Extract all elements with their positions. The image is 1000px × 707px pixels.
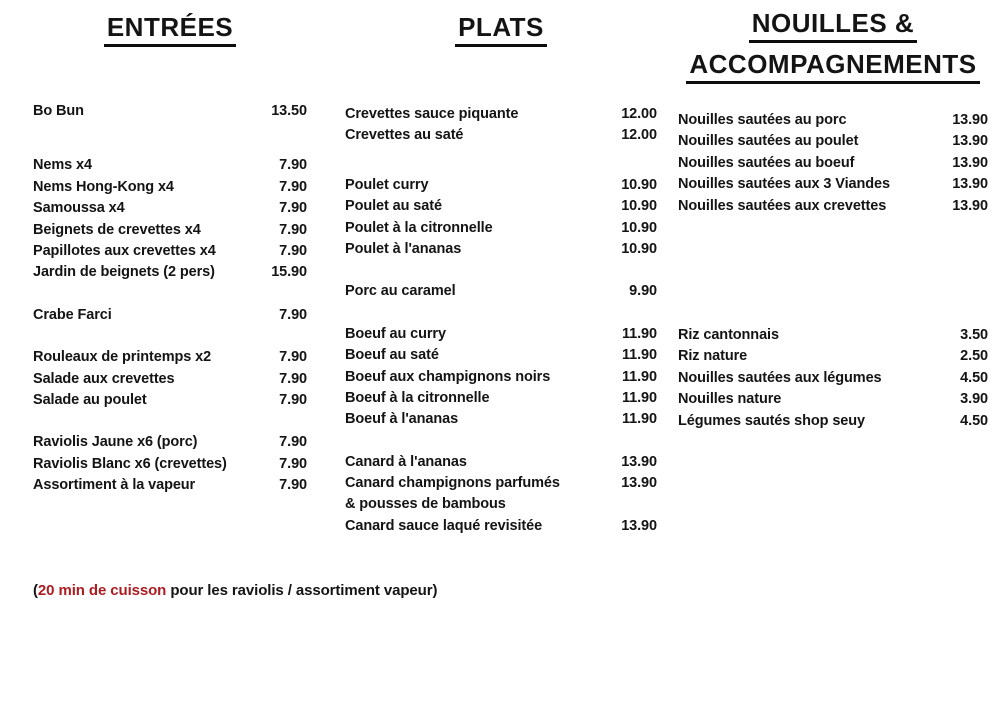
menu-item-name: Poulet à l'ananas (345, 240, 462, 257)
section-title-plats (345, 12, 657, 47)
menu-item-row (33, 243, 307, 264)
menu-item-name-line2: & pousses de bambous (345, 496, 506, 513)
menu-group (33, 157, 307, 285)
menu-item-name: Beignets de crevettes x4 (33, 221, 201, 238)
menu-item-name: Salade aux crevettes (33, 370, 175, 387)
menu-item-price: 13.50 (271, 103, 307, 119)
menu-group (678, 327, 988, 434)
menu-item-row (33, 157, 307, 178)
menu-item-row (678, 391, 988, 412)
menu-group (33, 307, 307, 328)
menu-item-row (33, 307, 307, 328)
section-plats (345, 12, 657, 534)
menu-item-price: 13.90 (952, 112, 988, 128)
menu-item-name: Nouilles sautées aux crevettes (678, 197, 887, 214)
menu-item-name: Nouilles sautées au poulet (678, 133, 859, 150)
menu-item-price: 15.90 (271, 264, 307, 281)
menu-item-row (678, 413, 988, 434)
menu-group (33, 103, 307, 124)
menu-item-row (33, 179, 307, 200)
note-rest: pour les raviolis / assortiment vapeur) (166, 582, 438, 599)
menu-item-name: Crevettes au saté (345, 127, 464, 144)
menu-item-row (33, 349, 307, 370)
menu-group (345, 177, 657, 263)
menu-item-row (345, 106, 657, 127)
section-title-entrees (33, 12, 307, 47)
menu-item-row (678, 198, 988, 219)
menu-item-row (345, 454, 657, 475)
section-title-line: ENTRÉES (104, 12, 236, 47)
menu-item-price: 7.90 (279, 306, 307, 323)
menu-item-row (345, 390, 657, 411)
menu-item-row (33, 200, 307, 221)
menu-item-row (345, 411, 657, 432)
menu-item-row (345, 198, 657, 219)
menu-item-name: Boeuf aux champignons noirs (345, 368, 551, 385)
section-list-entrees (33, 103, 307, 498)
note-highlight: 20 min de cuisson (37, 582, 167, 599)
menu-item-name: Boeuf au curry (345, 325, 446, 342)
menu-group (345, 283, 657, 304)
cooking-note (33, 582, 437, 599)
menu-item-name: Crevettes sauce piquante (345, 106, 519, 122)
menu-item-row (345, 177, 657, 198)
menu-item-name: Poulet au saté (345, 198, 442, 215)
menu-item-price: 2.50 (960, 348, 988, 365)
menu-item-price: 7.90 (279, 370, 307, 387)
menu-item-row (33, 477, 307, 498)
menu-item-price: 13.90 (952, 176, 988, 193)
menu-item-name: Bo Bun (33, 103, 84, 119)
menu-item-row (345, 220, 657, 241)
menu-item-row (33, 434, 307, 455)
menu-group (33, 349, 307, 413)
menu-item-price: 13.90 (952, 154, 988, 171)
menu-item-price: 7.90 (279, 221, 307, 238)
section-list-plats (345, 106, 657, 539)
menu-item-row (678, 176, 988, 197)
menu-item-row (345, 475, 657, 496)
menu-item-price: 7.90 (279, 242, 307, 259)
menu-group (345, 326, 657, 433)
menu-item-price: 13.90 (621, 453, 657, 470)
menu-item-row (678, 112, 988, 133)
menu-item-price: 7.90 (279, 178, 307, 195)
menu-item-price: 11.90 (622, 411, 657, 428)
section-title-line: ACCOMPAGNEMENTS (686, 49, 979, 84)
menu-item-name: Canard sauce laqué revisitée (345, 517, 543, 534)
menu-item-name: Riz nature (678, 348, 748, 365)
menu-item-row (345, 518, 657, 539)
section-list-nouilles-accompagnements (678, 112, 988, 434)
menu-item-price: 7.90 (279, 349, 307, 366)
menu-item-price: 7.90 (279, 157, 307, 174)
menu-item-name: Nouilles sautées aux 3 Viandes (678, 176, 890, 193)
menu-item-name: Nouilles sautées au porc (678, 112, 847, 128)
menu-item-name: Nems Hong-Kong x4 (33, 178, 174, 195)
menu-item-name: Salade au poulet (33, 391, 147, 408)
menu-item-name: Légumes sautés shop seuy (678, 412, 865, 429)
menu-item-name: Poulet à la citronnelle (345, 219, 493, 236)
menu-item-row (345, 127, 657, 148)
menu-item-price: 11.90 (622, 389, 657, 406)
menu-item-price: 13.90 (952, 133, 988, 150)
menu-item-price: 13.90 (952, 197, 988, 214)
menu-item-price: 7.90 (279, 455, 307, 472)
menu-item-name: Nems x4 (33, 157, 92, 174)
menu-item-row (345, 241, 657, 262)
menu-item-row (33, 456, 307, 477)
menu-item-row (33, 392, 307, 413)
menu-item-price: 4.50 (960, 412, 988, 429)
menu-item-name: Samoussa x4 (33, 200, 125, 217)
menu-item-row (678, 370, 988, 391)
menu-item-name: Nouilles sautées au boeuf (678, 154, 855, 171)
menu-item-name: Rouleaux de printemps x2 (33, 349, 212, 366)
note-paren-open: ( (33, 582, 38, 599)
section-entrees (33, 12, 307, 494)
menu-item-name: Canard à l'ananas (345, 453, 467, 470)
menu-item-price: 7.90 (279, 200, 307, 217)
menu-group (33, 434, 307, 498)
menu-item-price: 7.90 (279, 434, 307, 451)
menu-item-price: 13.90 (621, 517, 657, 534)
menu-item-name: Porc au caramel (345, 283, 456, 300)
section-nouilles-accompagnements (678, 8, 988, 429)
menu-item-name: Boeuf à l'ananas (345, 411, 459, 428)
menu-item-price: 10.90 (621, 198, 657, 215)
section-title-line: NOUILLES & (749, 8, 917, 43)
menu-item-row (345, 283, 657, 304)
menu-item-price: 3.90 (960, 391, 988, 408)
menu-item-price: 11.90 (622, 347, 657, 364)
menu-item-price: 3.50 (960, 326, 988, 343)
menu-item-row (678, 133, 988, 154)
menu-item-row (33, 222, 307, 243)
menu-item-name: Canard champignons parfumés (345, 475, 560, 492)
menu-item-price: 10.90 (621, 176, 657, 193)
menu-item-name: Jardin de beignets (2 pers) (33, 264, 215, 281)
menu-item-row (678, 348, 988, 369)
menu-item-name: Raviolis Blanc x6 (crevettes) (33, 455, 227, 472)
menu-item-row (678, 155, 988, 176)
menu-item-price: 11.90 (622, 368, 657, 385)
menu-item-name: Nouilles nature (678, 391, 782, 408)
menu-item-row (33, 264, 307, 285)
menu-item-name: Boeuf au saté (345, 347, 439, 364)
menu-item-price: 13.90 (621, 475, 657, 492)
menu-group (678, 112, 988, 219)
menu-group (345, 106, 657, 149)
menu-item-name: Crabe Farci (33, 306, 112, 323)
menu-item-price: 10.90 (621, 219, 657, 236)
menu-item-price: 12.00 (621, 127, 657, 144)
menu-item-price: 9.90 (629, 283, 657, 300)
menu-item-name: Raviolis Jaune x6 (porc) (33, 434, 198, 451)
menu-item-price: 11.90 (622, 325, 657, 342)
menu-item-row (345, 369, 657, 390)
menu-item-name: Riz cantonnais (678, 326, 779, 343)
menu-item-row (345, 347, 657, 368)
menu-item-name: Papillotes aux crevettes x4 (33, 242, 216, 259)
section-title-line: PLATS (455, 12, 547, 47)
menu-item-row (678, 327, 988, 348)
menu-item-row-continuation (345, 496, 657, 517)
menu-item-price: 7.90 (279, 391, 307, 408)
menu-item-price: 4.50 (960, 369, 988, 386)
menu-item-price: 7.90 (279, 477, 307, 494)
menu-item-name: Nouilles sautées aux légumes (678, 369, 882, 386)
menu-item-name: Poulet curry (345, 176, 429, 193)
menu-item-row (33, 371, 307, 392)
section-title-nouilles-accompagnements (678, 8, 988, 84)
menu-item-price: 12.00 (621, 106, 657, 122)
menu-item-row (345, 326, 657, 347)
menu-item-price: 10.90 (621, 240, 657, 257)
menu-group (345, 454, 657, 540)
menu-item-name: Assortiment à la vapeur (33, 477, 196, 494)
menu-item-row (33, 103, 307, 124)
menu-item-name: Boeuf à la citronnelle (345, 389, 490, 406)
